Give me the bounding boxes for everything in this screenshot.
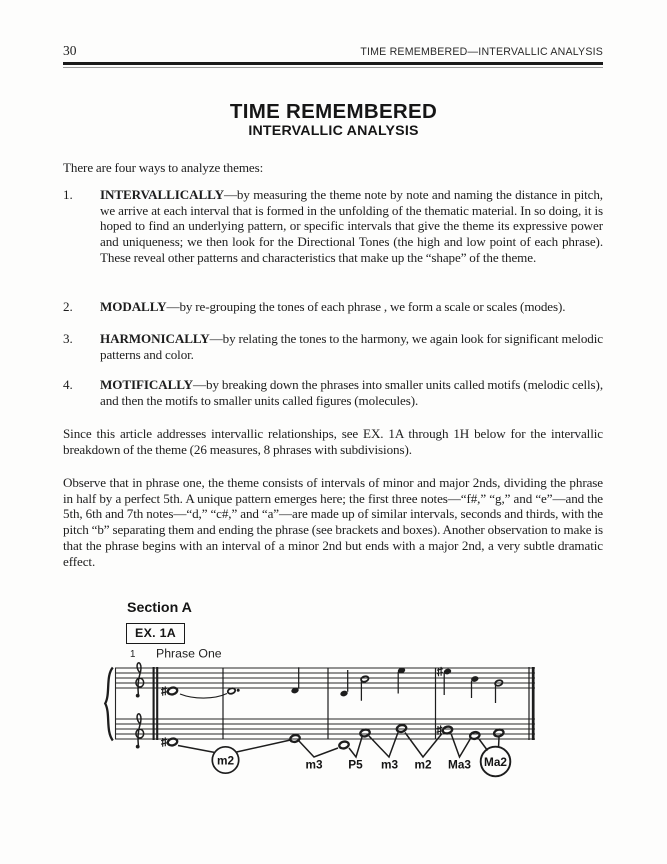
interval-label-3: P5 xyxy=(348,757,363,772)
page-number: 30 xyxy=(63,43,77,58)
list-item-body: —by measuring the theme note by note and naming the distance in pitch, we arrive at each interval that is formed in the unfolding of the thematic material. In so doing, it is hoped to find an underlying pattern, or specific intervals that give the theme its expressive power and uniqueness; we then look for the Directional Tones (the high and low point of each phrase). These reveal other patterns and characteristics that make up the “shape” of the theme. xyxy=(100,187,603,265)
list-item-body: —by re-grouping the tones of each phrase , we form a scale or scales (modes). xyxy=(166,299,566,314)
list-item-lead: MODALLY xyxy=(100,299,167,314)
list-item-3 xyxy=(63,331,603,362)
list-item-number: 3. xyxy=(63,331,73,346)
list-item-number: 2. xyxy=(63,299,73,314)
list-item-number: 1. xyxy=(63,187,73,202)
phrase-label: Phrase One xyxy=(156,646,222,661)
list-item-2 xyxy=(63,299,603,315)
list-item-text xyxy=(100,187,603,266)
music-example-1a xyxy=(0,640,667,810)
measure-number: 1 xyxy=(130,649,136,660)
grand-staff-brace xyxy=(105,668,113,741)
interval-label-6: Ma3 xyxy=(448,757,471,772)
section-a-heading: Section A xyxy=(127,600,192,616)
header-rule xyxy=(63,62,603,65)
tie xyxy=(180,694,227,699)
list-item-lead: MOTIFICALLY xyxy=(100,377,193,392)
paragraph-since: Since this article addresses intervallic relationships, see EX. 1A through 1H below for the intervallic breakdown of the theme (26 measures, 8 phrases with subdivisions). xyxy=(63,426,603,457)
example-1a-box: EX. 1A xyxy=(126,623,185,644)
list-item-1 xyxy=(63,187,603,266)
list-item-4 xyxy=(63,377,603,408)
header-rule-shadow xyxy=(63,67,603,68)
list-item-body: —by relating the tones to the harmony, we again look for significant melodic patterns and color. xyxy=(100,331,603,362)
interval-label-1: m2 xyxy=(216,753,235,768)
interval-label-4: m3 xyxy=(380,757,399,772)
lower-staff-lines xyxy=(115,719,535,739)
list-item-text xyxy=(100,331,603,362)
paragraph-observe: Observe that in phrase one, the theme consists of intervals of minor and major 2nds, dividing the phrase in half by a perfect 5th. A unique pattern emerges here; the first three notes—“f#,” “g,” and “e”—and the 5th, 6th and 7th notes—“d,” “c#,” and “a”—are made up of similar intervals, seconds and thirds, with the pitch “b” separating them and ending the phrase (see brackets and boxes). Another observation to make is that the phrase begins with an interval of a minor 2nd but ends with a major 2nd, a very subtle dramatic effect. xyxy=(63,475,603,569)
page-header xyxy=(63,43,603,59)
chapter-title: TIME REMEMBERED xyxy=(229,100,438,123)
list-item-number: 4. xyxy=(63,377,73,392)
list-item-text xyxy=(100,377,603,408)
chapter-subtitle: INTERVALLIC ANALYSIS xyxy=(248,122,419,139)
list-item-lead: INTERVALLICALLY xyxy=(100,187,224,202)
intro-paragraph: There are four ways to analyze themes: xyxy=(63,160,264,175)
list-item-lead: HARMONICALLY xyxy=(100,331,210,346)
interval-label-7: Ma2 xyxy=(484,754,507,769)
running-title: TIME REMEMBERED—INTERVALLIC ANALYSIS xyxy=(360,46,603,58)
list-item-text xyxy=(100,299,603,315)
list-item-body: —by breaking down the phrases into smaller units called motifs (melodic cells), and then the motifs to smaller units called figures (molecules). xyxy=(100,377,603,408)
augmentation-dot xyxy=(237,689,240,692)
interval-label-5: m2 xyxy=(414,757,432,772)
melody-notes-upper xyxy=(161,667,503,703)
interval-label-2: m3 xyxy=(305,757,323,772)
